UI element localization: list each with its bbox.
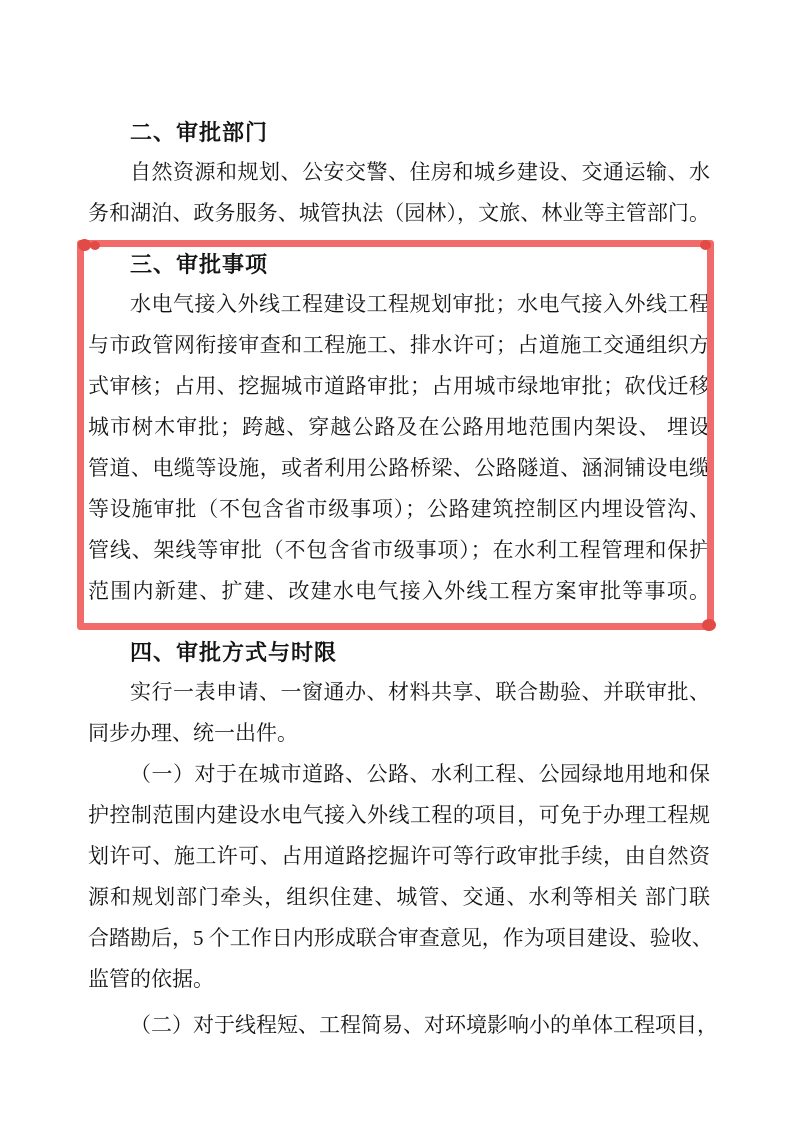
paragraph-section4-3 — [88, 1005, 718, 1046]
text-line: 式审核；占用、挖掘城市道路审批；占用城市绿地审批；砍伐迁移 — [88, 374, 710, 398]
annotation-corner-dot — [702, 619, 716, 631]
paragraph-section4-1 — [88, 672, 710, 754]
text-line: 合踏勘后，5 个工作日内形成联合审查意见，作为项目建设、验收、 — [88, 926, 713, 950]
section-heading-2: 二、审批部门 — [130, 120, 269, 145]
text-line: 范围内新建、扩建、改建水电气接入外线工程方案审批等事项。 — [88, 579, 710, 603]
paragraph-section2 — [88, 152, 710, 234]
text-line: （二）对于线程短、工程简易、对环境影响小的单体工程项目， — [130, 1013, 718, 1037]
text-line: 管道、电缆等设施，或者利用公路桥梁、公路隧道、涵洞铺设电缆 — [88, 456, 710, 480]
section-heading-3: 三、审批事项 — [130, 252, 269, 277]
text-line: 务和湖泊、政务服务、城管执法（园林），文旅、林业等主管部门。 — [88, 201, 710, 225]
text-line: 自然资源和规划、公安交警、住房和城乡建设、交通运输、水 — [130, 160, 710, 184]
text-line: 监管的依据。 — [88, 967, 214, 991]
text-line: 划许可、施工许可、占用道路挖掘许可等行政审批手续，由自然资 — [88, 844, 710, 868]
text-line: 源和规划部门牵头，组织住建、城管、交通、水利等相关 部门联 — [88, 885, 710, 909]
text-line: 同步办理、统一出件。 — [88, 721, 298, 745]
text-line: 护控制范围内建设水电气接入外线工程的项目，可免于办理工程规 — [88, 803, 710, 827]
section-heading-4: 四、审批方式与时限 — [130, 640, 338, 665]
text-line: 管线、架线等审批（不包含省市级事项）；在水利工程管理和保护 — [88, 538, 710, 562]
text-line: 实行一表申请、一窗通办、材料共享、联合勘验、并联审批、 — [130, 680, 710, 704]
text-line: 与市政管网衔接审查和工程施工、排水许可；占道施工交通组织方 — [88, 333, 710, 357]
text-line: 城市树木审批；跨越、穿越公路及在公路用地范围内架设、 埋设 — [88, 415, 710, 439]
text-line: 水电气接入外线工程建设工程规划审批；水电气接入外线工程 — [130, 292, 710, 316]
text-line: 等设施审批（不包含省市级事项）；公路建筑控制区内埋设管沟、 — [88, 497, 710, 521]
paragraph-section3 — [88, 284, 710, 612]
paragraph-section4-2 — [88, 754, 713, 1000]
text-line: （一）对于在城市道路、公路、水利工程、公园绿地用地和保 — [130, 762, 710, 786]
